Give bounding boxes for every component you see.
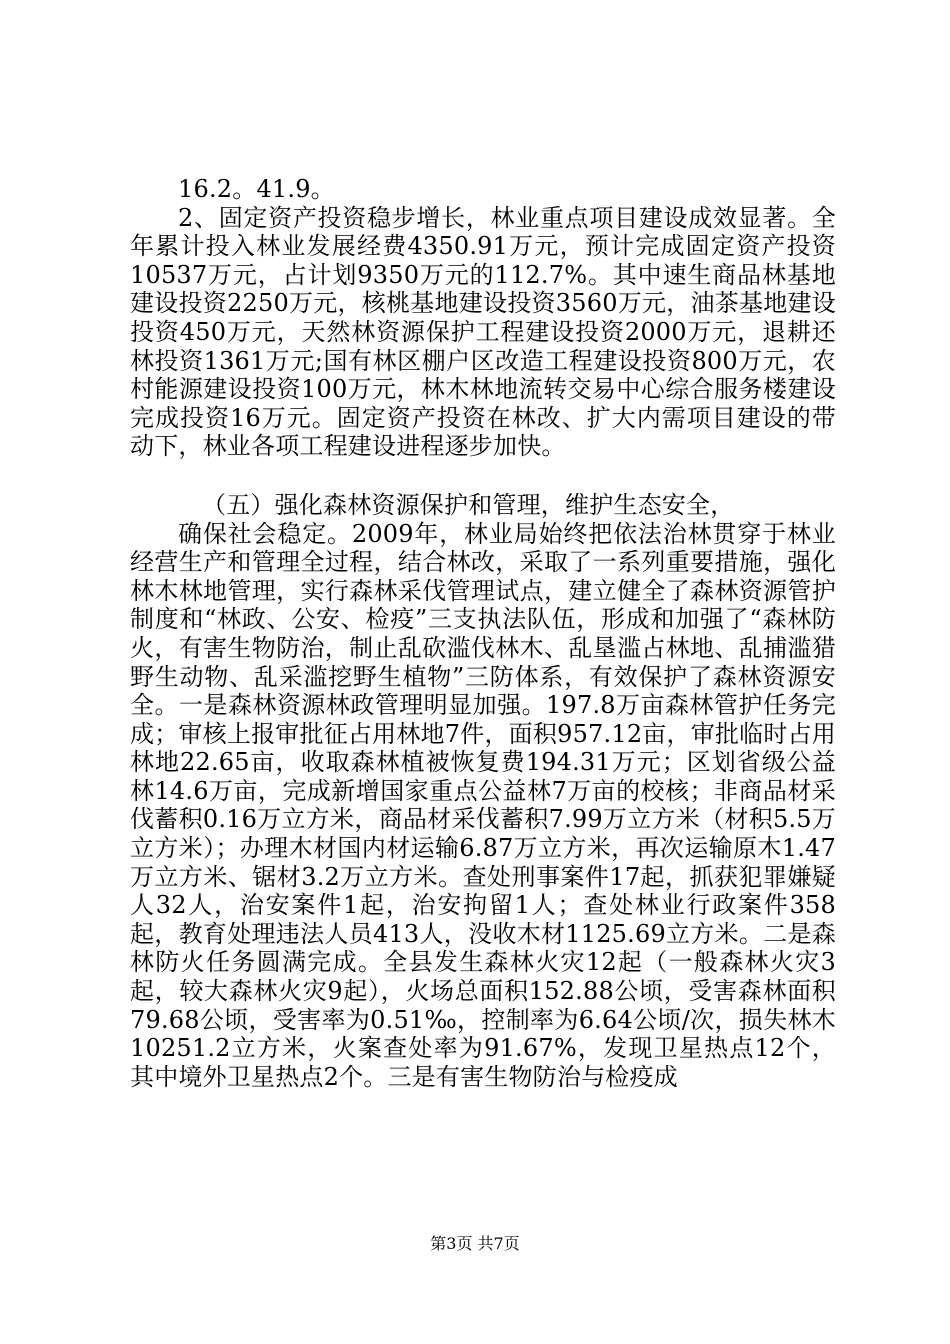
document-body <box>130 175 836 1091</box>
section-heading-forest-protection: （五）强化森林资源保护和管理，维护生态安全， <box>202 490 735 519</box>
paragraph-fixed-asset-investment: 2、固定资产投资稳步增长，林业重点项目建设成效显著。全年累计投入林业发展经费4350.91万元，预计完成固定资产投资10537万元，占计划9350万元的112.7%。其中速生商品林基地建设投资2250万元，核桃基地建设投资3560万元，油茶基地建设投资450万元，天然林资源保护工程建设投资2000万元，退耕还林投资1361万元;国有林区棚户区改造工程建设投资800万元，农村能源建设投资100万元，林木林地流转交易中心综合服务楼建设完成投资16万元。固定资产投资在林改、扩大内需项目建设的带动下，林业各项工程建设进程逐步加快。 <box>130 203 836 461</box>
page-number-footer: 第3页 共7页 <box>430 1234 520 1253</box>
paragraph-continuation: 16.2。41.9。 <box>178 175 335 203</box>
paragraph-forest-protection: 确保社会稳定。2009年，林业局始终把依法治林贯穿于林业经营生产和管理全过程，结合林改，采取了一系列重要措施，强化林木林地管理，实行森林采伐管理试点，建立健全了森林资源管护制度和“林政、公安、检疫”三支执法队伍，形成和加强了“森林防火，有害生物防治，制止乱砍滥伐林木、乱垦滥占林地、乱捕滥猎野生动物、乱采滥挖野生植物”三防体系，有效保护了森林资源安全。一是森林资源林政管理明显加强。197.8万亩森林管护任务完成；审核上报审批征占用林地7件，面积957.12亩，审批临时占用林地22.65亩，收取森林植被恢复费194.31万元；区划省级公益林14.6万亩，完成新增国家重点公益林7万亩的校核；非商品材采伐蓄积0.16万立方米，商品材采伐蓄积7.99万立方米（材积5.5万立方米）；办理木材国内材运输6.87万立方米，再次运输原木1.47万立方米、锯材3.2万立方米。查处刑事案件17起，抓获犯罪嫌疑人32人，治安案件1起，治安拘留1人；查处林业行政案件358起，教育处理违法人员413人，没收木材1125.69立方米。二是森林防火任务圆满完成。全县发生森林火灾12起（一般森林火灾3起，较大森林火灾9起），火场总面积152.88公顷，受害森林面积79.68公顷，受害率为0.51‰，控制率为6.64公顷/次，损失林木10251.2立方米，火案查处率为91.67%，发现卫星热点12个，其中境外卫星热点2个。三是有害生物防治与检疫成 <box>130 519 836 1091</box>
